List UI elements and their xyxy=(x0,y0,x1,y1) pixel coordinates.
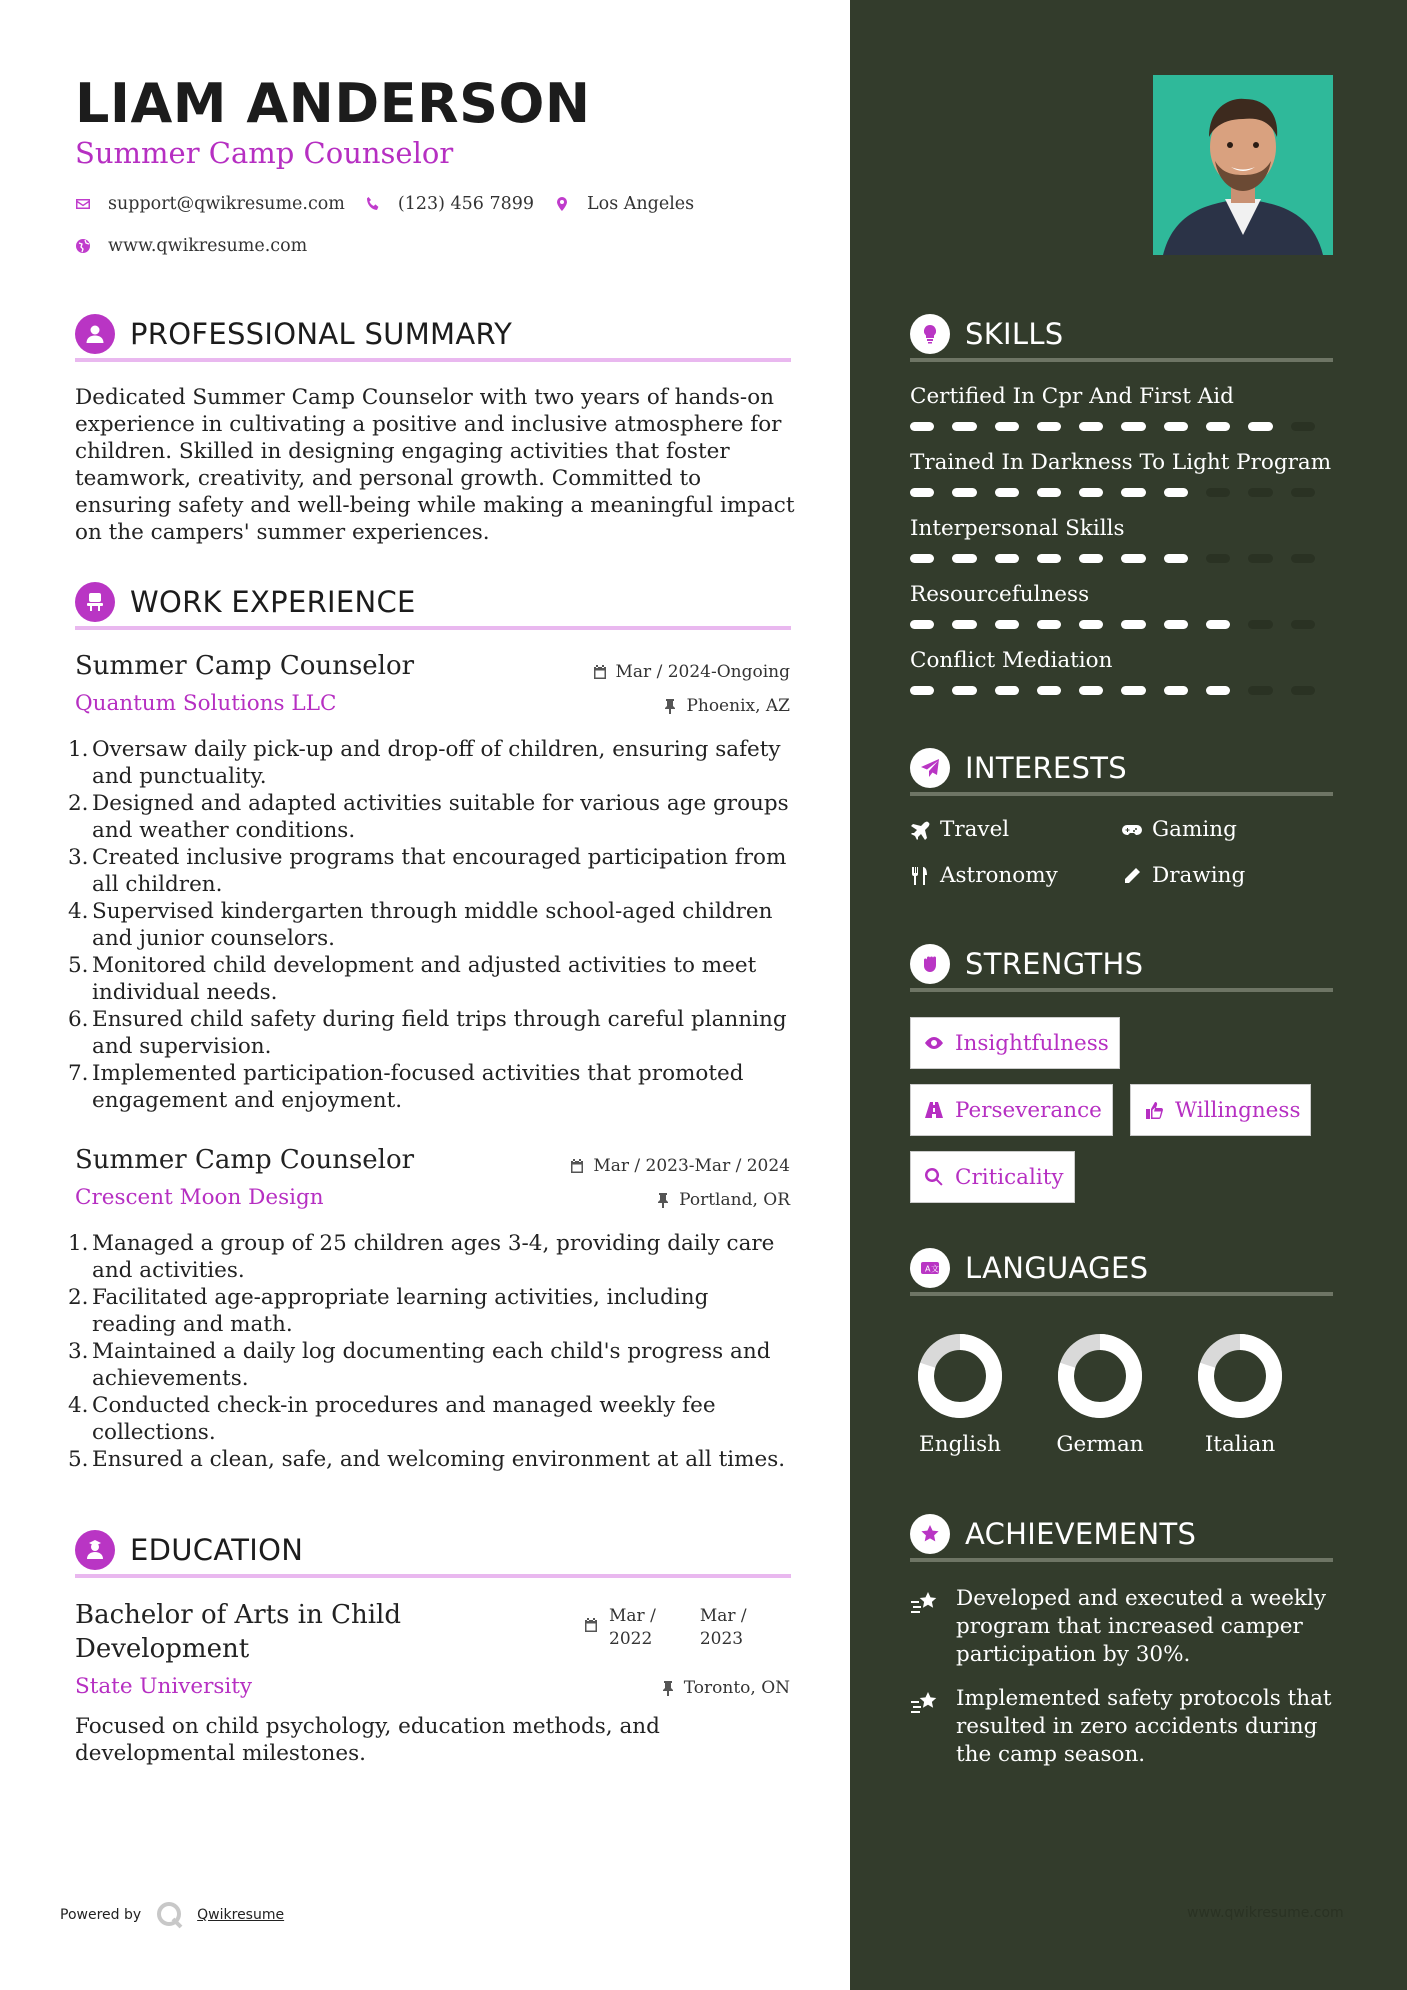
skill-level-dash xyxy=(1164,488,1188,497)
skill-level-bar xyxy=(910,620,1333,629)
skill-item xyxy=(910,450,1333,497)
skill-level-dash xyxy=(1037,488,1061,497)
language-name: German xyxy=(1056,1432,1144,1457)
list-item: 2. Facilitated age-appropriate learning activities, including reading and math. xyxy=(68,1285,709,1337)
skill-level-bar xyxy=(910,686,1333,695)
strength-willingness: Willingness xyxy=(1130,1084,1311,1136)
skill-level-dash xyxy=(1291,422,1315,431)
strength-perseverance: Perseverance xyxy=(910,1084,1113,1136)
list-item: 7. Implemented participation-focused activities that promoted engagement and enjoyment. xyxy=(68,1061,744,1113)
interest-drawing: Drawing xyxy=(1122,863,1245,888)
skill-level-dash xyxy=(1291,554,1315,563)
contact-email[interactable]: support@qwikresume.com xyxy=(75,194,345,214)
language-level-donut xyxy=(1056,1332,1144,1420)
skill-level-dash xyxy=(952,488,976,497)
skill-level-dash xyxy=(952,554,976,563)
contact-location: Los Angeles xyxy=(554,194,694,214)
language-item xyxy=(1040,1332,1160,1457)
list-item: 4. Supervised kindergarten through middle school-aged children and junior counselors. xyxy=(68,899,773,951)
skill-level-dash xyxy=(1121,686,1145,695)
svg-text:A: A xyxy=(925,1264,931,1274)
list-item: 6. Ensured child safety during field trips through careful planning and supervision. xyxy=(68,1007,787,1059)
language-name: Italian xyxy=(1204,1432,1276,1457)
skill-level-dash xyxy=(1037,554,1061,563)
map-marker-icon xyxy=(554,196,570,212)
achievements-heading: ACHIEVEMENTS xyxy=(910,1510,1333,1562)
job-1-location: Phoenix, AZ xyxy=(662,696,790,716)
list-item: 2. Designed and adapted activities suitable for various age groups and weather conditions. xyxy=(68,791,789,843)
road-icon xyxy=(923,1099,945,1121)
skill-level-dash xyxy=(910,422,934,431)
skill-level-dash xyxy=(1248,554,1272,563)
skill-level-dash xyxy=(995,554,1019,563)
footer-powered-by: Powered by Qwikresume xyxy=(60,1900,284,1930)
language-level-donut xyxy=(916,1332,1004,1420)
job-1-bullets xyxy=(68,736,798,1114)
skill-item xyxy=(910,516,1333,563)
skill-level-dash xyxy=(995,422,1019,431)
strengths-heading: STRENGTHS xyxy=(910,940,1333,992)
skill-level-dash xyxy=(1121,488,1145,497)
pencil-icon xyxy=(1122,866,1142,886)
skill-level-dash xyxy=(1079,554,1103,563)
search-icon xyxy=(923,1166,945,1188)
school-name: State University xyxy=(75,1674,253,1699)
skills-heading: SKILLS xyxy=(910,310,1333,362)
skill-level-dash xyxy=(1079,620,1103,629)
skill-level-dash xyxy=(1164,422,1188,431)
qwikresume-link[interactable]: Qwikresume xyxy=(197,1907,285,1923)
shooting-star-icon xyxy=(910,1589,940,1617)
list-item: 5. Monitored child development and adjusted activities to meet individual needs. xyxy=(68,953,757,1005)
skill-level-dash xyxy=(1206,554,1230,563)
skill-level-dash xyxy=(1248,422,1272,431)
skill-level-dash xyxy=(1037,620,1061,629)
education-dates: Mar / 2022 Mar / 2023 xyxy=(583,1605,747,1651)
skill-level-dash xyxy=(910,554,934,563)
skill-level-dash xyxy=(1079,488,1103,497)
qwikresume-logo-icon xyxy=(155,1900,185,1930)
svg-text:文: 文 xyxy=(931,1264,939,1274)
candidate-title: Summer Camp Counselor xyxy=(75,136,454,170)
skill-level-dash xyxy=(1164,620,1188,629)
work-heading: WORK EXPERIENCE xyxy=(75,578,791,630)
list-item: 3. Maintained a daily log documenting each child's progress and achievements. xyxy=(68,1339,771,1391)
skill-item xyxy=(910,582,1333,629)
job-2-location: Portland, OR xyxy=(655,1190,790,1210)
skill-level-dash xyxy=(1121,422,1145,431)
skill-level-dash xyxy=(1291,488,1315,497)
skill-name: Certified In Cpr And First Aid xyxy=(910,384,1234,409)
skill-level-dash xyxy=(1291,620,1315,629)
skill-level-dash xyxy=(1079,686,1103,695)
star-badge-icon xyxy=(910,1514,950,1554)
paper-plane-icon xyxy=(910,748,950,788)
skill-level-bar xyxy=(910,554,1333,563)
list-item: 3. Created inclusive programs that encouraged participation from all children. xyxy=(68,845,787,897)
job-2-title: Summer Camp Counselor xyxy=(75,1145,415,1175)
skill-level-bar xyxy=(910,488,1333,497)
language-item xyxy=(1180,1332,1300,1457)
calendar-icon xyxy=(592,664,608,680)
fist-icon xyxy=(910,944,950,984)
thumbs-up-icon xyxy=(1143,1099,1165,1121)
education-heading: EDUCATION xyxy=(75,1526,791,1578)
phone-icon xyxy=(365,196,381,212)
pushpin-icon xyxy=(660,1680,676,1696)
skill-level-dash xyxy=(1121,554,1145,563)
chair-icon xyxy=(75,582,115,622)
skill-level-dash xyxy=(910,620,934,629)
skill-level-dash xyxy=(1079,422,1103,431)
calendar-icon xyxy=(583,1617,599,1633)
plane-icon xyxy=(910,820,930,840)
skill-level-dash xyxy=(910,686,934,695)
skill-level-dash xyxy=(995,488,1019,497)
footer-website[interactable]: www.qwikresume.com xyxy=(1187,1905,1344,1921)
skill-level-dash xyxy=(1037,686,1061,695)
degree-title: Bachelor of Arts in Child Development xyxy=(75,1600,402,1664)
skill-level-dash xyxy=(1291,686,1315,695)
achievement-2: Implemented safety protocols that resulted in zero accidents during the camp season. xyxy=(910,1685,1340,1769)
skill-level-dash xyxy=(1248,488,1272,497)
skill-level-dash xyxy=(1206,422,1230,431)
skill-item xyxy=(910,648,1333,695)
interests-heading: INTERESTS xyxy=(910,744,1333,796)
skill-name: Interpersonal Skills xyxy=(910,516,1125,541)
job-1-company: Quantum Solutions LLC xyxy=(75,691,337,716)
skill-level-dash xyxy=(1037,422,1061,431)
list-item: 4. Conducted check-in procedures and managed weekly fee collections. xyxy=(68,1393,716,1445)
skill-name: Conflict Mediation xyxy=(910,648,1113,673)
globe-icon xyxy=(75,238,91,254)
job-2-company: Crescent Moon Design xyxy=(75,1185,324,1210)
skill-level-dash xyxy=(1164,686,1188,695)
job-2-dates: Mar / 2023-Mar / 2024 xyxy=(569,1156,790,1176)
achievement-1: Developed and executed a weekly program that increased camper participation by 30%. xyxy=(910,1585,1340,1669)
skill-level-bar xyxy=(910,422,1333,431)
summary-heading: PROFESSIONAL SUMMARY xyxy=(75,310,791,362)
list-item: 5. Ensured a clean, safe, and welcoming environment at all times. xyxy=(68,1447,786,1472)
interest-gaming: Gaming xyxy=(1122,817,1237,842)
languages-heading: A 文 LANGUAGES xyxy=(910,1244,1333,1296)
envelope-icon xyxy=(75,196,91,212)
list-item: 1. Managed a group of 25 children ages 3-4, providing daily care and activities. xyxy=(68,1231,775,1283)
gamepad-icon xyxy=(1122,820,1142,840)
skill-level-dash xyxy=(1164,554,1188,563)
skill-level-dash xyxy=(1206,620,1230,629)
skill-level-dash xyxy=(1206,488,1230,497)
pushpin-icon xyxy=(662,698,678,714)
skill-level-dash xyxy=(1248,686,1272,695)
contact-row xyxy=(75,194,714,214)
skill-level-dash xyxy=(910,488,934,497)
cutlery-icon xyxy=(910,866,930,886)
job-1-title: Summer Camp Counselor xyxy=(75,651,415,681)
job-1-dates: Mar / 2024-Ongoing xyxy=(592,662,790,682)
contact-website[interactable]: www.qwikresume.com xyxy=(75,236,327,256)
skill-level-dash xyxy=(995,620,1019,629)
skill-level-dash xyxy=(1248,620,1272,629)
pushpin-icon xyxy=(655,1192,671,1208)
graduate-icon xyxy=(75,1530,115,1570)
contact-phone[interactable]: (123) 456 7899 xyxy=(365,194,534,214)
summary-text: Dedicated Summer Camp Counselor with two years of hands-on experience in cultivating a positive and inclusive atmosphere for children. Skilled in designing engaging activities that foster teamwork, creativity, and personal growth. Committed to ensuring safety and well-being while making a meaningful impact on the campers' summer experiences. xyxy=(75,385,795,545)
skill-name: Trained In Darkness To Light Program xyxy=(910,450,1332,475)
job-2-bullets xyxy=(68,1230,798,1473)
translate-icon xyxy=(910,1248,950,1288)
shooting-star-icon xyxy=(910,1689,940,1717)
sidebar xyxy=(850,0,1407,1990)
interest-astronomy: Astronomy xyxy=(910,863,1058,888)
interest-travel: Travel xyxy=(910,817,1009,842)
language-level-donut xyxy=(1196,1332,1284,1420)
strength-insightfulness: Insightfulness xyxy=(910,1017,1120,1069)
strength-criticality: Criticality xyxy=(910,1151,1075,1203)
user-icon xyxy=(75,314,115,354)
skill-level-dash xyxy=(1206,686,1230,695)
profile-photo xyxy=(1153,75,1333,255)
skill-name: Resourcefulness xyxy=(910,582,1090,607)
skill-level-dash xyxy=(952,620,976,629)
eye-icon xyxy=(923,1032,945,1054)
lightbulb-icon xyxy=(910,314,950,354)
skill-item xyxy=(910,384,1333,431)
language-item xyxy=(900,1332,1020,1457)
skill-level-dash xyxy=(1121,620,1145,629)
skill-level-dash xyxy=(995,686,1019,695)
education-description: Focused on child psychology, education methods, and developmental milestones. xyxy=(75,1714,660,1766)
candidate-name: LIAM ANDERSON xyxy=(75,72,591,135)
skill-level-dash xyxy=(952,686,976,695)
calendar-icon xyxy=(569,1158,585,1174)
language-name: English xyxy=(919,1432,1001,1457)
skill-level-dash xyxy=(952,422,976,431)
list-item: 1. Oversaw daily pick-up and drop-off of children, ensuring safety and punctuality. xyxy=(68,737,781,789)
education-location: Toronto, ON xyxy=(660,1678,790,1698)
